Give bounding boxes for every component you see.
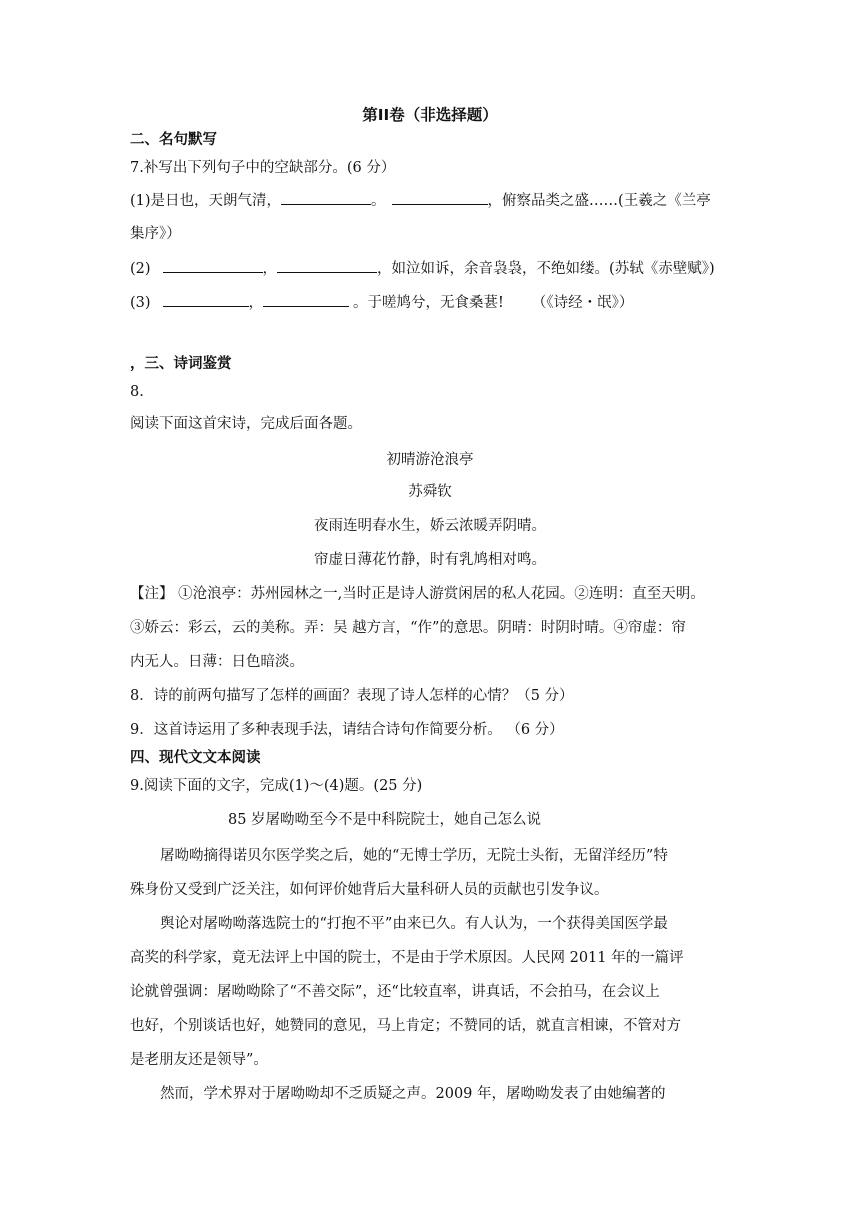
answer-blank[interactable] [281, 190, 371, 205]
q7-line-1-cont: 集序》） [130, 226, 181, 242]
poem-line-1: 夜雨连明春水生，娇云浓暖弄阴晴。 [314, 518, 546, 534]
poem-note-line-1: 【注】 ①沧浪亭：苏州园林之一,当时正是诗人游赏闲居的私人花园。②连明：直至天明。 [130, 586, 705, 602]
article-paragraph-line: 舆论对屠呦呦落选院士的“打抱不平”由来已久。有人认为，一个获得美国医学最 [160, 916, 668, 932]
article-paragraph-line: 屠呦呦摘得诺贝尔医学奖之后，她的“无博士学历，无院士头衔，无留洋经历”特 [160, 848, 668, 864]
article-paragraph-line: 也好，个别谈话也好，她赞同的意见，马上肯定；不赞同的话，就直言相谏，不管对方 [130, 1018, 681, 1034]
article-paragraph-line: 然而，学术界对于屠呦呦却不乏质疑之声。2009 年，屠呦呦发表了由她编著的 [160, 1086, 666, 1102]
answer-blank[interactable] [392, 190, 488, 205]
poem-line-2: 帘虚日薄花竹静，时有乳鸠相对鸣。 [314, 552, 546, 568]
poem-note-line-3: 内无人。日薄：日色暗淡。 [130, 654, 304, 670]
answer-blank[interactable] [163, 258, 263, 273]
question-8: 8．诗的前两句描写了怎样的画面？表现了诗人怎样的心情？（5 分） [130, 688, 574, 704]
q7-line-1-text: (1)是日也，天朗气清， [130, 193, 282, 209]
answer-blank[interactable] [263, 292, 349, 307]
poetry-intro: 阅读下面这首宋诗，完成后面各题。 [130, 416, 362, 432]
q7-line-2: (2) ， ，如泣如诉，余音袅袅，不绝如缕。(苏轼《赤壁赋》) [130, 258, 715, 279]
question-8-number: 8. [130, 384, 144, 400]
article-paragraph-line: 高奖的科学家，竟无法评上中国的院士，不是由于学术原因。人民网 2011 年的一篇评 [130, 950, 684, 966]
q7-line-1: (1)是日也，天朗气清， 。 ，俯察品类之盛……(王羲之《兰亭 [130, 190, 711, 211]
answer-blank[interactable] [277, 258, 377, 273]
section-heading-recitation: 二、名句默写 [130, 132, 217, 148]
answer-blank[interactable] [163, 292, 249, 307]
article-title: 85 岁屠呦呦至今不是中科院院士，她自己怎么说 [228, 812, 542, 828]
poem-note-line-2: ③娇云：彩云，云的美称。弄：吴 越方言，“作”的意思。阴晴：时阴时晴。④帘虚：帘 [130, 620, 686, 636]
poem-author: 苏舜钦 [408, 484, 452, 500]
question-9-poetry: 9．这首诗运用了多种表现手法，请结合诗句作简要分析。 （6 分） [130, 722, 564, 738]
paper-title: 第II卷（非选择题） [362, 106, 498, 124]
question-9-reading: 9.阅读下面的文字，完成(1)～(4)题。(25 分) [130, 778, 423, 794]
article-paragraph-line: 论就曾强调：屠呦呦除了“不善交际”，还“比较直率，讲真话，不会拍马，在会议上 [130, 984, 660, 1000]
section-heading-modern-text: 四、现代文文本阅读 [130, 750, 261, 766]
article-paragraph-line: 是老朋友还是领导”。 [130, 1052, 268, 1068]
question-7: 7.补写出下列句子中的空缺部分。(6 分） [130, 160, 396, 176]
article-paragraph-line: 殊身份又受到广泛关注，如何评价她背后大量科研人员的贡献也引发争议。 [130, 882, 609, 898]
q7-line-3: (3) ， 。于嗟鸠兮，无食桑葚! （《诗经・氓》） [130, 292, 633, 313]
section-heading-poetry: ，三、诗词鉴赏 [130, 356, 232, 372]
poem-title: 初晴游沧浪亭 [386, 452, 474, 468]
